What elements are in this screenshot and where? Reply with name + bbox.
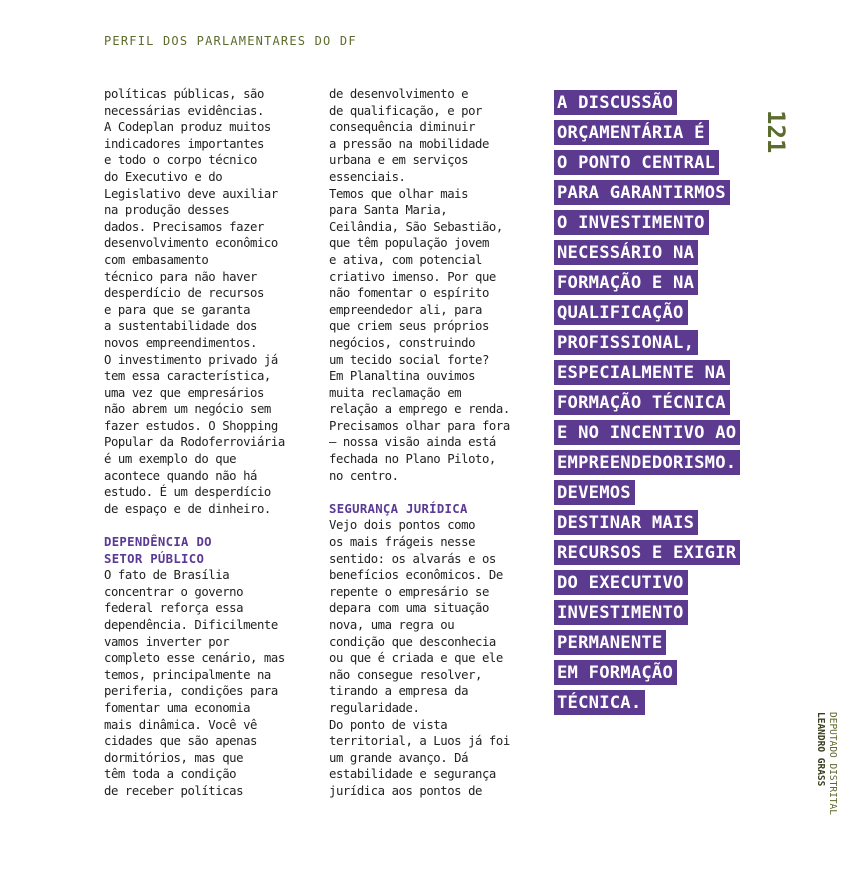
text-line: O investimento privado já: [104, 352, 278, 367]
text-line: consequência diminuir: [329, 120, 476, 135]
text-line: negócios, construindo: [329, 335, 476, 350]
pull-quote: [554, 90, 794, 720]
pull-quote-line: DESTINAR MAIS: [554, 510, 794, 540]
col2-subheading: [329, 501, 541, 518]
text-line: um tecido social forte?: [329, 352, 489, 367]
subheading-line: DEPENDÊNCIA DO: [104, 535, 212, 550]
text-line: mais dinâmica. Você vê: [104, 717, 257, 732]
pull-quote-line: DEVEMOS: [554, 480, 794, 510]
text-line: políticas públicas, são: [104, 87, 264, 101]
text-line: de qualificação, e por: [329, 103, 482, 118]
text-line: na produção desses: [104, 203, 230, 218]
author-role: DEPUTADO DISTRITAL: [827, 712, 838, 815]
pull-quote-line: TÉCNICA.: [554, 690, 794, 720]
text-line: do Executivo e do: [104, 169, 223, 184]
pull-quote-line: A DISCUSSÃO: [554, 90, 794, 120]
text-line: dados. Precisamos fazer: [104, 219, 264, 234]
text-line: fazer estudos. O Shopping: [104, 418, 278, 433]
text-line: ou que é criada e que ele: [329, 651, 503, 666]
page-number: 121: [762, 110, 790, 154]
pull-quote-line: O INVESTIMENTO: [554, 210, 794, 240]
text-line: Vejo dois pontos como: [329, 518, 476, 533]
text-line: uma vez que empresários: [104, 385, 264, 400]
pull-quote-line: DO EXECUTIVO: [554, 570, 794, 600]
text-line: Ceilândia, São Sebastião,: [329, 219, 503, 234]
author-credit: [814, 712, 838, 815]
text-line: Temos que olhar mais: [329, 186, 469, 201]
text-line: Popular da Rodoferroviária: [104, 435, 285, 450]
text-line: e para que se garanta: [104, 302, 251, 317]
pull-quote-line: ORÇAMENTÁRIA É: [554, 120, 794, 150]
pull-quote-line: PROFISSIONAL,: [554, 330, 794, 360]
text-line: necessárias evidências.: [104, 103, 264, 118]
text-line: para Santa Maria,: [329, 203, 448, 218]
text-line: não consegue resolver,: [329, 667, 482, 682]
text-line: dormitórios, mas que: [104, 750, 244, 765]
text-line: a sustentabilidade dos: [104, 319, 257, 334]
pull-quote-line: FORMAÇÃO TÉCNICA: [554, 390, 794, 420]
text-line: nova, uma regra ou: [329, 618, 455, 632]
text-line: a pressão na mobilidade: [329, 136, 489, 151]
text-line: urbana e em serviços: [329, 153, 469, 168]
text-line: dependência. Dificilmente: [104, 618, 278, 632]
text-line: muita reclamação em: [329, 385, 462, 400]
text-line: jurídica aos pontos de: [329, 783, 482, 798]
text-line: federal reforça essa: [104, 601, 244, 616]
pull-quote-line: NECESSÁRIO NA: [554, 240, 794, 270]
col1-paragraph-a: [104, 86, 316, 517]
text-line: benefícios econômicos. De: [329, 568, 503, 583]
text-line: O fato de Brasília: [104, 568, 230, 583]
text-line: estudo. É um desperdício: [104, 485, 271, 500]
subheading-line: SEGURANÇA JURÍDICA: [329, 501, 468, 516]
text-line: completo esse cenário, mas: [104, 651, 285, 666]
text-line: indicadores importantes: [104, 136, 264, 151]
text-line: Precisamos olhar para fora: [329, 418, 510, 433]
text-line: criativo imenso. Por que: [329, 269, 496, 284]
text-line: não fomentar o espírito: [329, 286, 489, 301]
text-line: desperdício de recursos: [104, 286, 264, 301]
text-line: regularidade.: [329, 700, 420, 715]
pull-quote-line: INVESTIMENTO: [554, 600, 794, 630]
text-line: de desenvolvimento e: [329, 87, 469, 101]
text-line: — nossa visão ainda está: [329, 435, 496, 450]
text-line: cidades que são apenas: [104, 734, 257, 749]
author-name: LEANDRO GRASS: [815, 712, 826, 787]
pull-quote-line: PARA GARANTIRMOS: [554, 180, 794, 210]
pull-quote-line: PERMANENTE: [554, 630, 794, 660]
text-line: tem essa característica,: [104, 369, 271, 384]
text-line: acontece quando não há: [104, 468, 257, 483]
text-line: depara com uma situação: [329, 601, 489, 616]
text-line: fechada no Plano Piloto,: [329, 452, 496, 467]
column-2: [329, 86, 541, 800]
text-line: que criem seus próprios: [329, 319, 489, 334]
text-line: territorial, a Luos já foi: [329, 734, 510, 749]
text-line: desenvolvimento econômico: [104, 236, 278, 251]
text-line: e todo o corpo técnico: [104, 153, 257, 168]
text-line: é um exemplo do que: [104, 452, 237, 467]
text-line: técnico para não haver: [104, 269, 257, 284]
pull-quote-line: FORMAÇÃO E NA: [554, 270, 794, 300]
text-line: concentrar o governo: [104, 584, 244, 599]
text-line: não abrem um negócio sem: [104, 402, 271, 417]
text-line: que têm população jovem: [329, 236, 489, 251]
text-line: A Codeplan produz muitos: [104, 120, 271, 135]
text-line: repente o empresário se: [329, 584, 489, 599]
text-line: periferia, condições para: [104, 684, 278, 699]
text-line: e ativa, com potencial: [329, 252, 482, 267]
text-line: vamos inverter por: [104, 634, 230, 649]
text-line: Do ponto de vista: [329, 717, 448, 732]
col1-paragraph-b: [104, 567, 316, 799]
text-line: no centro.: [329, 468, 399, 483]
text-line: de receber políticas: [104, 783, 244, 798]
running-header: PERFIL DOS PARLAMENTARES DO DF: [104, 34, 357, 48]
text-line: tirando a empresa da: [329, 684, 469, 699]
text-line: sentido: os alvarás e os: [329, 551, 496, 566]
pull-quote-line: O PONTO CENTRAL: [554, 150, 794, 180]
text-line: fomentar uma economia: [104, 700, 251, 715]
text-line: empreendedor ali, para: [329, 302, 482, 317]
text-line: estabilidade e segurança: [329, 767, 496, 782]
text-line: Legislativo deve auxiliar: [104, 186, 278, 201]
pull-quote-line: RECURSOS E EXIGIR: [554, 540, 794, 570]
col2-paragraph-a: [329, 86, 541, 484]
pull-quote-line: EM FORMAÇÃO: [554, 660, 794, 690]
text-line: condição que desconhecia: [329, 634, 496, 649]
column-1: [104, 86, 316, 800]
text-line: Em Planaltina ouvimos: [329, 369, 476, 384]
text-line: essenciais.: [329, 169, 406, 184]
text-line: um grande avanço. Dá: [329, 750, 469, 765]
pull-quote-line: EMPREENDEDORISMO.: [554, 450, 794, 480]
pull-quote-line: E NO INCENTIVO AO: [554, 420, 794, 450]
col1-subheading: [104, 534, 316, 567]
subheading-line: SETOR PÚBLICO: [104, 551, 205, 566]
text-line: temos, principalmente na: [104, 667, 271, 682]
text-line: têm toda a condição: [104, 767, 237, 782]
text-line: novos empreendimentos.: [104, 335, 257, 350]
pull-quote-line: ESPECIALMENTE NA: [554, 360, 794, 390]
text-line: relação a emprego e renda.: [329, 402, 510, 417]
text-line: de espaço e de dinheiro.: [104, 501, 271, 516]
pull-quote-line: QUALIFICAÇÃO: [554, 300, 794, 330]
col2-paragraph-b: [329, 517, 541, 799]
text-line: com embasamento: [104, 252, 209, 267]
text-line: os mais frágeis nesse: [329, 535, 476, 550]
